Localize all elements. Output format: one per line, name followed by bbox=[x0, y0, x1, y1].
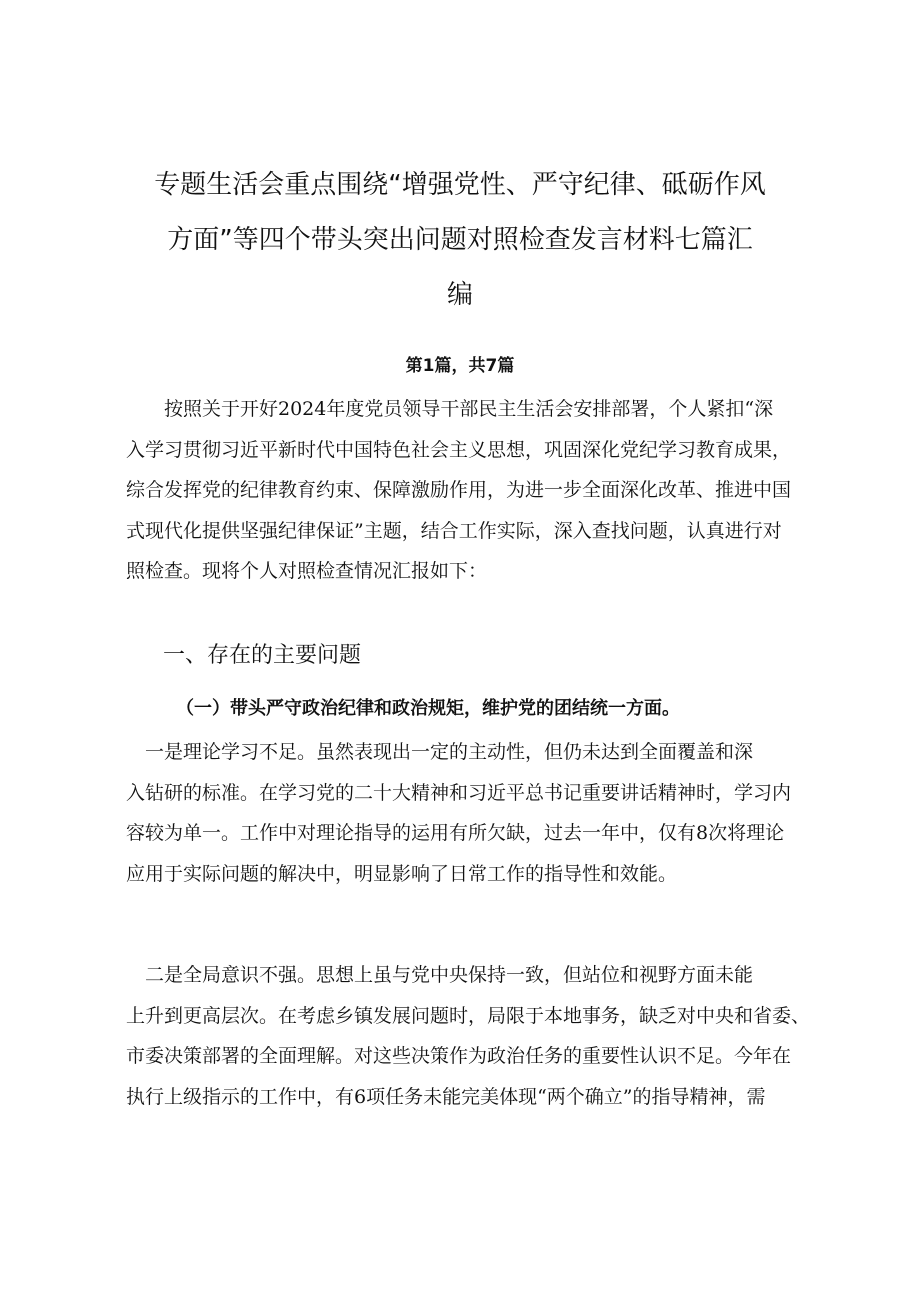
paragraph-line: 容较为单一。工作中对理论指导的运用有所欠缺，过去一年中，仅有8次将理论 bbox=[126, 822, 785, 844]
title-line: 编 bbox=[446, 280, 473, 310]
title-line: 方面”等四个带头突出问题对照检查发言材料七篇汇 bbox=[167, 225, 753, 255]
paragraph-line: 照检查。现将个人对照检查情况汇报如下： bbox=[126, 560, 488, 582]
point-two-paragraph bbox=[126, 955, 811, 1117]
intro-paragraph bbox=[126, 389, 792, 592]
paragraph-line: 入钻研的标准。在学习党的二十大精神和习近平总书记重要讲话精神时，学习内 bbox=[126, 781, 792, 804]
part-indicator: 第1篇，共7篇 bbox=[405, 356, 515, 376]
point-one-paragraph bbox=[126, 732, 792, 894]
paragraph-line: 入学习贯彻习近平新时代中国特色社会主义思想，巩固深化党纪学习教育成果， bbox=[126, 438, 792, 461]
subsection-heading: （一）带头严守政治纪律和政治规矩，维护党的团结统一方面。 bbox=[176, 698, 680, 719]
document-title bbox=[150, 158, 770, 323]
paragraph-line: 上升到更高层次。在考虑乡镇发展问题时，局限于本地事务，缺乏对中央和省委、 bbox=[126, 1004, 811, 1027]
paragraph-line: 一是理论学习不足。虽然表现出一定的主动性，但仍未达到全面覆盖和深 bbox=[126, 741, 754, 763]
paragraph-line: 综合发挥党的纪律教育约束、保障激励作用，为进一步全面深化改革、推进中国 bbox=[126, 479, 792, 501]
paragraph-line: 二是全局意识不强。思想上虽与党中央保持一致，但站位和视野方面未能 bbox=[126, 964, 754, 986]
paragraph-line: 执行上级指示的工作中，有6项任务未能完美体现“两个确立”的指导精神，需 bbox=[126, 1085, 766, 1108]
section-heading: 一、存在的主要问题 bbox=[163, 643, 362, 668]
paragraph-line: 应用于实际问题的解决中，明显影响了日常工作的指导性和效能。 bbox=[126, 862, 678, 885]
paragraph-line: 按照关于开好2024年度党员领导干部民主生活会安排部署，个人紧扣“深 bbox=[126, 398, 774, 420]
title-line: 专题生活会重点围绕“增强党性、严守纪律、砥砺作风 bbox=[154, 170, 766, 200]
paragraph-line: 式现代化提供坚强纪律保证”主题，结合工作实际，深入查找问题，认真进行对 bbox=[126, 519, 782, 542]
paragraph-line: 市委决策部署的全面理解。对这些决策作为政治任务的重要性认识不足。今年在 bbox=[126, 1045, 792, 1067]
